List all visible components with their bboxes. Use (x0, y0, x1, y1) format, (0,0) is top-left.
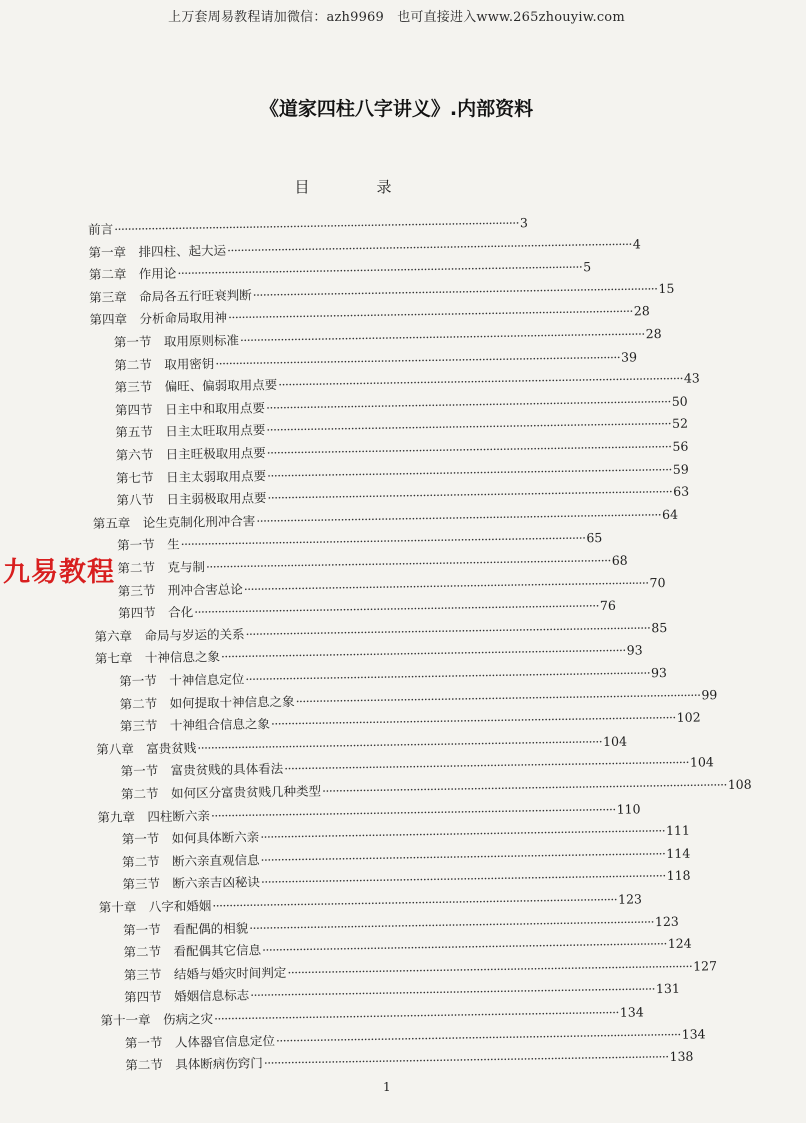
toc-entry-label: 第一节 十神信息定位 (119, 671, 245, 689)
toc-entry-label: 第四节 合化 (118, 604, 194, 621)
dot-leader: ························································································································ (220, 642, 626, 665)
toc-entry-page: 50 (671, 393, 688, 409)
toc-entry-page: 127 (693, 958, 718, 974)
toc-entry-label: 第二节 克与制 (117, 559, 206, 576)
toc-entry-page: 99 (701, 686, 718, 703)
toc-entry-page: 28 (633, 303, 650, 319)
dot-leader: ························································································································ (245, 665, 651, 687)
toc-entry-label: 第七章 十神信息之象 (94, 649, 221, 667)
dot-leader: ························································································································ (265, 393, 671, 416)
toc-entry-page: 15 (658, 280, 675, 296)
toc-section-entry (123, 935, 692, 964)
toc-entry-page: 52 (671, 415, 689, 432)
toc-section-entry (123, 958, 718, 987)
toc-section-entry (124, 981, 680, 1009)
toc-entry-page: 110 (616, 800, 641, 817)
toc-entry-label: 第二节 如何区分富贵贫贱几种类型 (120, 783, 322, 802)
toc-entry-page: 5 (583, 259, 592, 275)
toc-section-entry (120, 754, 714, 783)
dot-leader: ························································································································ (250, 981, 656, 1003)
dot-leader: ························································································································ (295, 687, 701, 709)
toc-section-entry (121, 822, 690, 851)
dot-leader: ························································································································ (266, 416, 672, 438)
toc-section-entry (116, 483, 690, 512)
dot-leader: ························································································································ (278, 370, 684, 393)
toc-entry-label: 第一节 生 (117, 536, 180, 553)
dot-leader: ························································································································ (249, 913, 655, 936)
toc-section-entry (115, 461, 689, 490)
toc-entry-page: 39 (620, 348, 638, 365)
dot-leader: ························································································································ (267, 484, 673, 506)
toc-section-entry (115, 438, 689, 467)
toc-section-entry (122, 868, 691, 896)
toc-section-entry (120, 776, 752, 806)
toc-entry-label: 第八节 日主弱极取用点要 (116, 490, 267, 508)
toc-entry-page: 123 (617, 891, 643, 907)
toc-section-entry (118, 597, 616, 625)
toc-entry-page: 68 (611, 552, 628, 568)
dot-leader: ························································································································ (261, 936, 667, 958)
toc-section-entry (114, 393, 688, 422)
dot-leader: ························································································································ (227, 303, 633, 326)
toc-entry-label: 第五章 论生克制化刑冲合害 (92, 513, 256, 531)
dot-leader: ························································································································ (321, 777, 727, 799)
dot-leader: ························································································································ (284, 755, 690, 777)
toc-section-entry (121, 845, 691, 874)
dot-leader: ························································································································ (210, 801, 616, 823)
toc-entry-label: 第二章 作用论 (88, 265, 177, 283)
toc-entry-label: 前言 (88, 221, 114, 237)
dot-leader: ························································································································ (260, 823, 666, 845)
toc-entry-label: 第九章 四柱断六亲 (97, 807, 211, 825)
toc-entry-label: 第三节 刑冲合害总论 (117, 581, 243, 599)
table-of-contents (0, 208, 806, 1073)
toc-entry-label: 第四节 婚姻信息标志 (124, 987, 250, 1005)
toc-entry-page: 65 (586, 530, 603, 546)
dot-leader: ························································································································ (114, 215, 520, 237)
toc-entry-label: 第三节 结婚与婚灾时间判定 (123, 964, 287, 983)
dot-leader: ························································································································ (263, 1049, 669, 1071)
toc-entry-page: 102 (676, 709, 701, 726)
toc-chapter-entry (88, 235, 641, 264)
toc-entry-label: 第一节 取用原则标准 (113, 332, 240, 350)
dot-leader: ························································································································ (177, 259, 583, 281)
dot-leader: ························································································································ (215, 349, 621, 371)
dot-leader: ························································································································ (197, 733, 603, 756)
dot-leader: ························································································································ (226, 236, 632, 258)
toc-section-entry (123, 913, 679, 941)
toc-chapter-entry (96, 733, 628, 761)
toc-section-entry (113, 326, 662, 354)
toc-entry-page: 124 (667, 935, 692, 952)
toc-entry-label: 第一节 看配偶的相貌 (123, 920, 249, 938)
toc-entry-label: 第一节 如何具体断六亲 (121, 829, 260, 847)
toc-entry-page: 70 (649, 574, 666, 590)
toc-entry-page: 93 (626, 642, 643, 658)
toc-section-entry (119, 709, 701, 738)
dot-leader: ························································································································ (212, 891, 618, 914)
dot-leader: ························································································································ (239, 326, 645, 348)
dot-leader: ························································································································ (252, 280, 658, 303)
toc-entry-page: 134 (619, 1004, 644, 1020)
toc-chapter-entry (92, 506, 679, 535)
toc-entry-label: 第十章 八字和婚姻 (98, 898, 212, 915)
toc-entry-label: 第一节 人体器官信息定位 (124, 1032, 276, 1051)
toc-entry-label: 第三节 偏旺、偏弱取用点要 (114, 377, 278, 395)
toc-entry-label: 第三节 断六亲吉凶秘诀 (122, 874, 261, 892)
toc-entry-label: 第二节 取用密钥 (114, 355, 215, 373)
dot-leader: ························································································································ (275, 1026, 681, 1048)
toc-entry-page: 4 (632, 235, 641, 252)
toc-entry-page: 85 (651, 619, 668, 635)
toc-section-entry (114, 370, 700, 399)
toc-heading: 目 录 (294, 178, 418, 196)
toc-section-entry (117, 574, 666, 603)
toc-entry-label: 第四章 分析命局取用神 (89, 310, 228, 328)
toc-entry-label: 第二节 如何提取十神信息之象 (119, 693, 295, 712)
toc-entry-label: 第二节 断六亲直观信息 (121, 852, 260, 870)
toc-entry-page: 28 (645, 326, 662, 342)
toc-entry-page: 118 (666, 868, 691, 884)
toc-entry-page: 76 (599, 597, 616, 614)
document-title: 《道家四柱八字讲义》.内部资料 (259, 98, 534, 120)
toc-entry-page: 138 (669, 1048, 694, 1065)
toc-chapter-entry (94, 642, 643, 670)
toc-section-entry (115, 415, 689, 444)
dot-leader: ························································································································ (256, 506, 662, 529)
toc-section-entry (119, 686, 718, 715)
toc-entry-label: 第六章 命局与岁运的关系 (94, 626, 245, 644)
dot-leader: ························································································································ (260, 868, 666, 890)
dot-leader: ························································································································ (287, 958, 693, 980)
dot-leader: ························································································································ (260, 845, 666, 868)
dot-leader: ························································································································ (205, 552, 611, 575)
toc-section-entry (124, 1025, 706, 1054)
toc-entry-page: 114 (666, 845, 691, 861)
toc-entry-label: 第六节 日主旺极取用点要 (115, 445, 266, 463)
toc-chapter-entry (88, 215, 529, 241)
toc-section-entry (117, 552, 628, 580)
toc-chapter-entry (89, 280, 675, 309)
dot-leader: ························································································································ (194, 598, 600, 620)
toc-section-entry (119, 664, 668, 693)
toc-entry-label: 第三节 十神组合信息之象 (119, 716, 271, 734)
toc-entry-label: 第二节 具体断病伤窍门 (125, 1055, 263, 1073)
dot-leader: ························································································································ (266, 461, 672, 483)
toc-entry-label: 第八章 富贵贫贱 (96, 740, 197, 757)
toc-entry-label: 第七节 日主太弱取用点要 (115, 467, 267, 486)
toc-entry-page: 104 (689, 754, 714, 771)
toc-entry-page: 93 (650, 664, 668, 681)
toc-chapter-entry (94, 619, 668, 648)
toc-section-entry (117, 530, 603, 557)
toc-entry-page: 64 (661, 506, 679, 522)
watermark-logo: 九易教程 (3, 557, 115, 588)
page-number: 1 (383, 1080, 391, 1094)
toc-entry-page: 59 (672, 461, 689, 477)
toc-entry-label: 第一章 排四柱、起大运 (88, 242, 227, 260)
toc-chapter-entry (88, 259, 592, 286)
toc-entry-page: 56 (672, 438, 689, 454)
toc-entry-label: 第一节 富贵贫贱的具体看法 (120, 761, 284, 779)
toc-entry-label: 第三章 命局各五行旺衰判断 (89, 287, 252, 305)
toc-chapter-entry (89, 303, 650, 331)
toc-entry-page: 134 (681, 1025, 706, 1042)
dot-leader: ························································································································ (270, 710, 676, 732)
toc-entry-page: 104 (602, 733, 628, 749)
toc-entry-page: 123 (654, 913, 679, 929)
dot-leader: ························································································································ (213, 1004, 619, 1027)
dot-leader: ························································································································ (266, 438, 672, 461)
dot-leader: ························································································································ (180, 530, 586, 552)
toc-entry-page: 63 (673, 483, 690, 500)
dot-leader: ························································································································ (243, 574, 649, 597)
toc-entry-label: 第四节 日主中和取用点要 (114, 400, 266, 418)
toc-chapter-entry (98, 891, 643, 919)
dot-leader: ························································································································ (245, 620, 651, 642)
toc-chapter-entry (100, 1004, 644, 1032)
toc-section-entry (114, 348, 638, 377)
toc-entry-page: 3 (519, 215, 529, 231)
toc-entry-page: 108 (727, 776, 752, 793)
toc-entry-page: 43 (683, 370, 700, 386)
toc-entry-label: 第二节 看配偶其它信息 (123, 942, 262, 960)
toc-entry-page: 131 (655, 981, 680, 997)
toc-chapter-entry (97, 800, 641, 828)
toc-section-entry (125, 1048, 694, 1077)
toc-entry-label: 第十一章 伤病之灾 (100, 1011, 214, 1028)
header-banner: 上万套周易教程请加微信：azh9969 也可直接进入www.265zhouyiw.com (168, 10, 625, 25)
toc-entry-page: 111 (665, 822, 690, 839)
toc-entry-label: 第五节 日主太旺取用点要 (115, 422, 266, 440)
